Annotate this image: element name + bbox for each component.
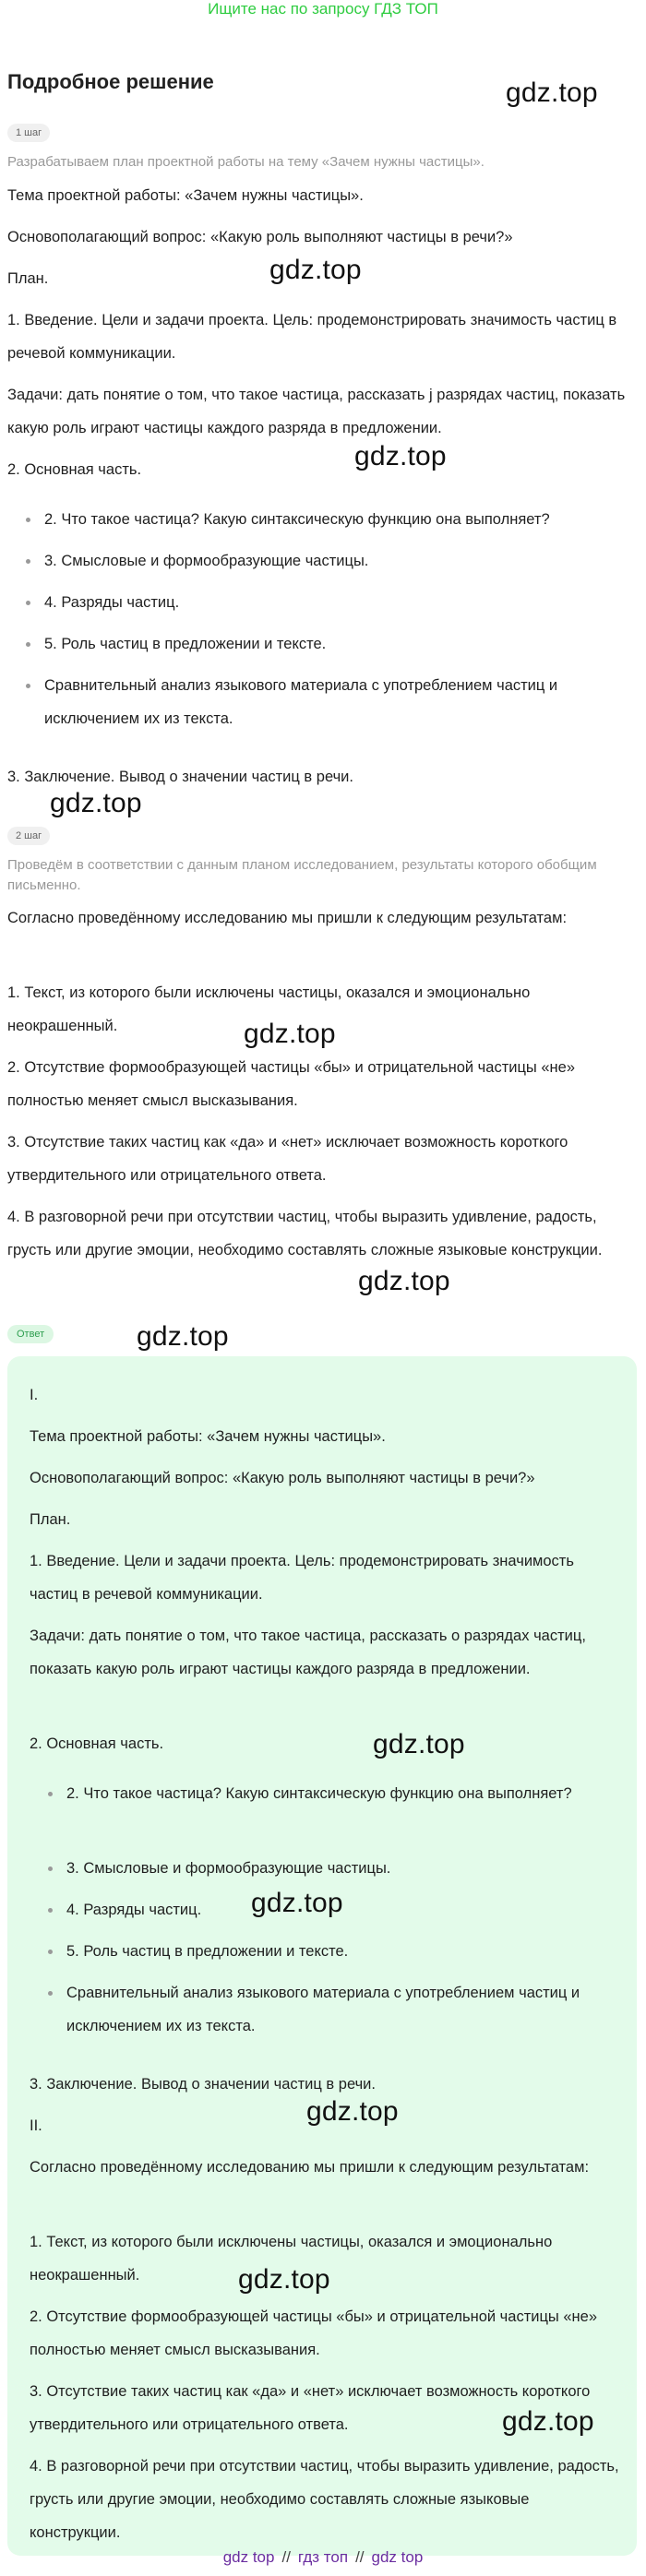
list-item: Сравнительный анализ языкового материала с употреблением частиц и исключением их из текста. [44,669,626,735]
list-item: 5. Роль частиц в предложении и тексте. [44,627,626,661]
answer-paragraph: I. [30,1387,39,1403]
paragraph: Тема проектной работы: «Зачем нужны частицы». [7,187,364,204]
watermark: gdz.top [506,78,598,108]
answer-paragraph: Задачи: дать понятие о том, что такое частица, рассказать о разрядах частиц, показать какую роль играют частицы каждого разряда в предложении. [30,1628,586,1677]
paragraph: Задачи: дать понятие о том, что такое частица, рассказать j разрядах частиц, показать какую роль играют частицы каждого разряда в предложении. [7,387,626,436]
footer-link[interactable]: gdz top [222,2548,275,2566]
answer-paragraph: Основополагающий вопрос: «Какую роль выполняют частицы в речи?» [30,1470,535,1486]
answer-list-item: 4. Разряды частиц. [66,1893,620,1926]
answer-paragraph: Согласно проведённому исследованию мы пришли к следующим результатам: [30,2159,590,2176]
paragraph: 2. Отсутствие формообразующей частицы «бы» и отрицательной частицы «не» полностью меняет смысл высказывания. [7,1059,576,1109]
watermark: gdz.top [244,1019,336,1049]
footer-link[interactable]: гдз топ [297,2548,349,2566]
step-badge: 2 шаг [7,827,50,845]
answer-list-item: 3. Смысловые и формообразующие частицы. [66,1852,620,1885]
paragraph: 1. Текст, из которого были исключены частицы, оказался и эмоционально неокрашенный. [7,984,531,1034]
answer-list-item: 5. Роль частиц в предложении и тексте. [66,1935,620,1968]
paragraph: Основополагающий вопрос: «Какую роль выполняют частицы в речи?» [7,229,513,245]
watermark: gdz.top [238,2264,330,2295]
footer-link[interactable]: gdz top [371,2548,424,2566]
answer-paragraph: 1. Текст, из которого были исключены частицы, оказался и эмоционально неокрашенный. [30,2234,553,2284]
paragraph: 3. Отсутствие таких частиц как «да» и «нет» исключает возможность короткого утвердительного или отрицательного ответа. [7,1134,568,1184]
answer-paragraph: 3. Отсутствие таких частиц как «да» и «нет» исключает возможность короткого утвердительного или отрицательного ответа. [30,2383,591,2433]
step-intro: Проведём в соответствии с данным планом исследованием, результаты которого обобщим письменно. [7,857,597,893]
step-badge: 1 шаг [7,124,50,142]
answer-paragraph: 3. Заключение. Вывод о значении частиц в речи. [30,2076,376,2093]
watermark: gdz.top [50,788,142,818]
paragraph: 4. В разговорной речи при отсутствии частиц, чтобы выразить удивление, радость, грусть или другие эмоции, необходимо составлять сложные языковые конструкции. [7,1209,603,1258]
answer-badge: Ответ [7,1325,54,1343]
answer-paragraph: 2. Основная часть. [30,1735,164,1752]
answer-paragraph: План. [30,1511,71,1528]
watermark: gdz.top [137,1321,229,1352]
answer-list-item: 2. Что такое частица? Какую синтаксическую функцию она выполняет? [66,1777,620,1810]
answer-paragraph: II. [30,2117,42,2134]
search-banner: Ищите нас по запросу ГДЗ ТОП [208,0,438,18]
watermark: gdz.top [251,1888,343,1918]
paragraph: 2. Основная часть. [7,461,142,478]
answer-paragraph: 1. Введение. Цели и задачи проекта. Цель: продемонстрировать значимость частиц в речевой коммуникации. [30,1553,574,1603]
watermark: gdz.top [306,2096,399,2127]
watermark: gdz.top [354,441,447,471]
list-item: 2. Что такое частица? Какую синтаксическую функцию она выполняет? [44,503,626,536]
step-intro: Разрабатываем план проектной работы на тему «Зачем нужны частицы». [7,154,484,170]
watermark: gdz.top [502,2406,594,2437]
answer-paragraph: 4. В разговорной речи при отсутствии частиц, чтобы выразить удивление, радость, грусть или другие эмоции, необходимо составлять сложные языковые конструкции. [30,2458,619,2541]
answer-paragraph: Тема проектной работы: «Зачем нужны частицы». [30,1428,386,1445]
paragraph: 3. Заключение. Вывод о значении частиц в речи. [7,769,353,785]
footer-separator: // [355,2548,365,2566]
list-item: 3. Смысловые и формообразующие частицы. [44,544,626,578]
list-item: 4. Разряды частиц. [44,586,626,619]
watermark: gdz.top [358,1266,450,1296]
paragraph: План. [7,270,49,287]
footer-separator: // [281,2548,291,2566]
paragraph: 1. Введение. Цели и задачи проекта. Цель: продемонстрировать значимость частиц в речевой коммуникации. [7,312,617,362]
watermark: gdz.top [373,1729,465,1759]
answer-paragraph: 2. Отсутствие формообразующей частицы «бы» и отрицательной частицы «не» полностью меняет смысл высказывания. [30,2308,598,2358]
paragraph: Согласно проведённому исследованию мы пришли к следующим результатам: [7,910,568,926]
footer-links [0,2548,646,2567]
answer-list-item: Сравнительный анализ языкового материала с употреблением частиц и исключением их из текста. [66,1976,620,2043]
watermark: gdz.top [269,255,362,285]
section-title: Подробное решение [7,70,214,93]
